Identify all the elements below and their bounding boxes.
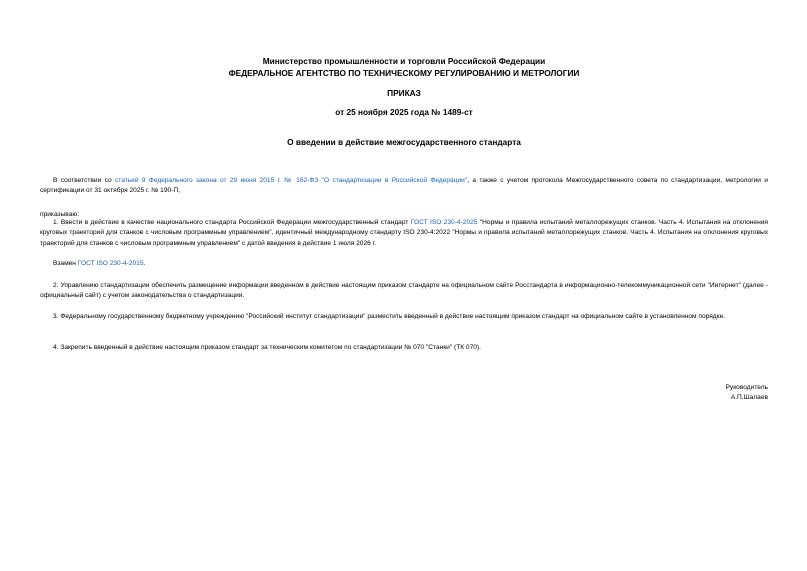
standard-link[interactable]: ГОСТ ISO 230-4-2025	[410, 219, 478, 226]
basis-paragraph	[40, 176, 768, 197]
document-type: ПРИКАЗ	[387, 88, 421, 98]
document-date-number: от 25 ноября 2025 года № 1489-ст	[335, 107, 473, 117]
basis-prefix: В соответствии со	[53, 177, 115, 184]
ministry-name: Министерство промышленности и торговли Российской Федерации	[262, 56, 546, 66]
signature-role: Руководитель	[725, 384, 768, 391]
item-1-paragraph	[40, 218, 768, 249]
agency-name: ФЕДЕРАЛЬНОЕ АГЕНТСТВО ПО ТЕХНИЧЕСКОМУ РЕГУЛИРОВАНИЮ И МЕТРОЛОГИИ	[228, 68, 580, 78]
replace-suffix: .	[143, 260, 146, 267]
document-title: О введении в действие межгосударственного стандарта	[287, 137, 521, 147]
item-4-paragraph: 4. Закрепить введенный в действие настоящим приказом стандарт за техническим комитетом по стандартизации № 070 "Станки" (ТК 070).	[53, 344, 481, 351]
replaced-standard-link[interactable]: ГОСТ ISO 230-4-2015	[77, 260, 144, 267]
basis-suffix: , а также с учетом протокола Межгосударственного совета по стандартизации, метрологии и сертификации от 31 октября 2025 г. № 190-П,	[40, 177, 768, 195]
item-1-suffix: "Нормы и правила испытаний металлорежущих станков. Часть 4. Испытания на отклонения круговых траекторий для станков с числовым программным управлением", идентичный международному стандарту ISO 230-4:2022 "Нормы и правила испытаний металлорежущих станков. Часть 4. Испытания на отклонения круговых траекторий для станков с числовым программным управлением" с датой введения в действие 1 июля 2026 г.	[40, 219, 768, 247]
document-page	[40, 0, 768, 571]
item-2-paragraph: 2. Управлению стандартизации обеспечить размещение информации введенном в действие настоящим приказом стандарте на официальном сайте Росстандарта в информационно-телекоммуникационной сети "Интернет" (далее - официальный сайт) с учетом законодательства о стандартизации.	[40, 282, 768, 300]
replace-prefix: Взамен	[53, 260, 78, 267]
item-1-prefix: 1. Ввести в действие в качестве национального стандарта Российской Федерации межгосударственный стандарт	[53, 219, 411, 226]
signature-name: А.П.Шалаев	[730, 394, 768, 401]
item-3-paragraph: 3. Федеральному государственному бюджетному учреждению "Российский институт стандартизации" разместить введенный в действие настоящим приказом стандарт на официальном сайте в установленном порядке.	[53, 313, 726, 320]
order-word: приказываю:	[40, 211, 80, 218]
law-link[interactable]: статьей 9 Федерального закона от 29 июня 2015 г. № 162-ФЗ "О стандартизации в Российской Федерации"	[114, 177, 468, 184]
replace-paragraph	[40, 259, 768, 269]
